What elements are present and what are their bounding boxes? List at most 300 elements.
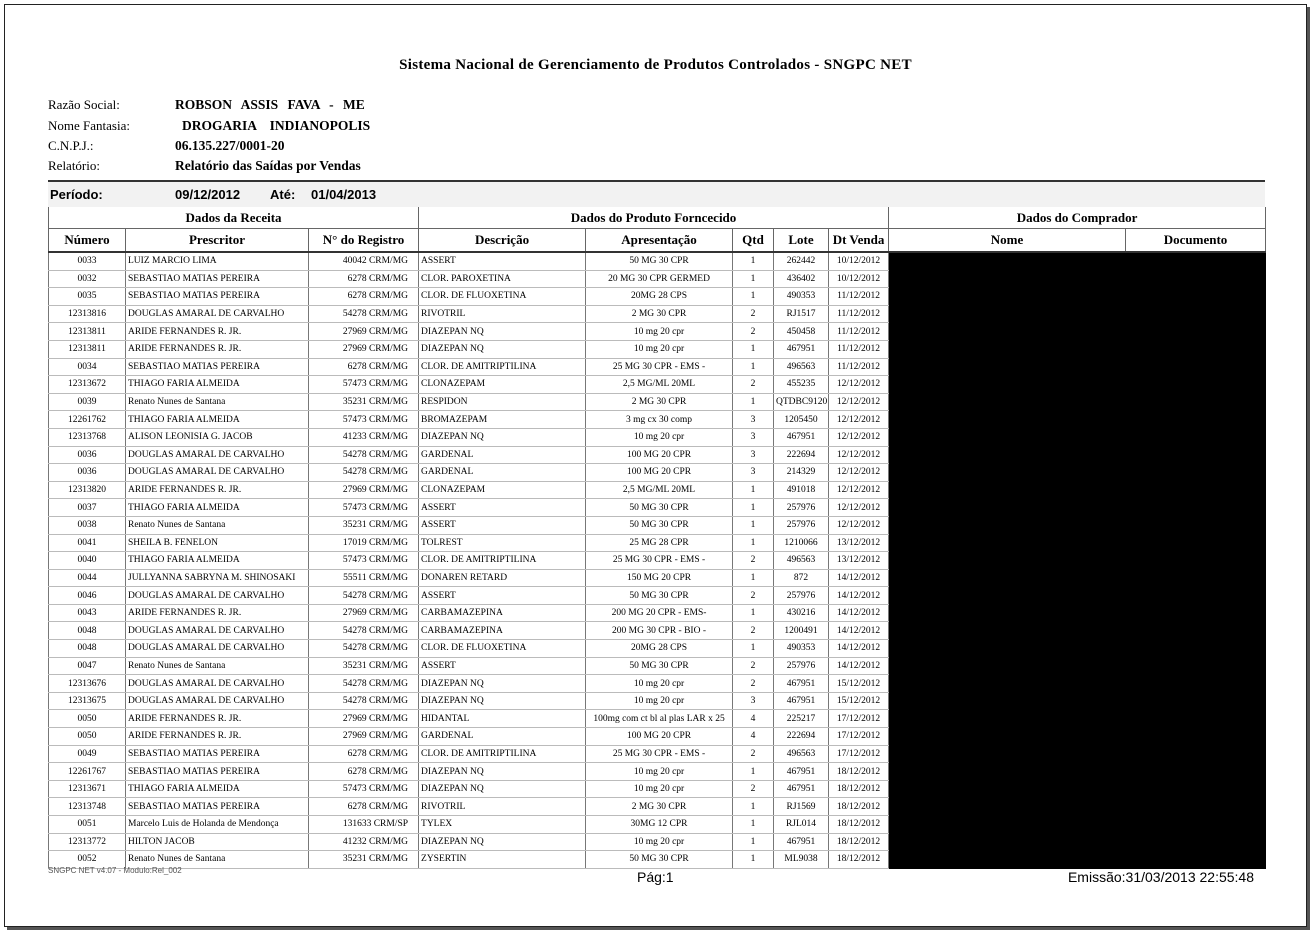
cell-apresentacao: 10 mg 20 cpr (586, 323, 733, 341)
cell-documento-redacted (1126, 622, 1266, 640)
cell-documento-redacted (1126, 305, 1266, 323)
cell-documento-redacted (1126, 657, 1266, 675)
cell-registro: 6278 CRM/MG (309, 763, 419, 781)
table-row (49, 710, 1266, 728)
cell-dt-venda: 18/12/2012 (829, 833, 889, 851)
cell-numero: 0050 (49, 710, 126, 728)
cell-prescritor: ARIDE FERNANDES R. JR. (126, 728, 309, 746)
cell-apresentacao: 100mg com ct bl al plas LAR x 25 (586, 710, 733, 728)
cell-nome-redacted (889, 763, 1126, 781)
cell-descricao: DIAZEPAN NQ (419, 833, 586, 851)
cell-nome-redacted (889, 411, 1126, 429)
cell-nome-redacted (889, 798, 1126, 816)
cell-dt-venda: 15/12/2012 (829, 675, 889, 693)
cell-documento-redacted (1126, 411, 1266, 429)
cell-documento-redacted (1126, 692, 1266, 710)
cell-prescritor: Marcelo Luis de Holanda de Mendonça (126, 816, 309, 834)
cell-numero: 0037 (49, 499, 126, 517)
cell-dt-venda: 11/12/2012 (829, 340, 889, 358)
cell-documento-redacted (1126, 798, 1266, 816)
cell-nome-redacted (889, 499, 1126, 517)
cell-documento-redacted (1126, 323, 1266, 341)
cell-nome-redacted (889, 640, 1126, 658)
cell-apresentacao: 150 MG 20 CPR (586, 569, 733, 587)
cell-prescritor: THIAGO FARIA ALMEIDA (126, 499, 309, 517)
cell-qtd: 1 (733, 499, 774, 517)
cell-qtd: 2 (733, 780, 774, 798)
cell-qtd: 3 (733, 411, 774, 429)
cell-documento-redacted (1126, 569, 1266, 587)
cell-registro: 54278 CRM/MG (309, 675, 419, 693)
table-row (49, 411, 1266, 429)
cell-qtd: 1 (733, 604, 774, 622)
cell-qtd: 4 (733, 710, 774, 728)
cell-lote: 450458 (774, 323, 829, 341)
cell-dt-venda: 12/12/2012 (829, 376, 889, 394)
cell-dt-venda: 12/12/2012 (829, 428, 889, 446)
cell-lote: 467951 (774, 428, 829, 446)
cnpj-value: 06.135.227/0001-20 (175, 138, 285, 153)
cell-registro: 41233 CRM/MG (309, 428, 419, 446)
cell-documento-redacted (1126, 675, 1266, 693)
cell-descricao: TYLEX (419, 816, 586, 834)
col-documento: Documento (1126, 229, 1266, 253)
cell-documento-redacted (1126, 464, 1266, 482)
cell-registro: 54278 CRM/MG (309, 692, 419, 710)
table-row (49, 428, 1266, 446)
group-comprador: Dados do Comprador (889, 207, 1266, 229)
cell-lote: 496563 (774, 745, 829, 763)
cell-numero: 12261762 (49, 411, 126, 429)
cell-lote: 257976 (774, 657, 829, 675)
cell-qtd: 1 (733, 798, 774, 816)
cell-nome-redacted (889, 587, 1126, 605)
cell-numero: 0036 (49, 446, 126, 464)
cell-lote: 214329 (774, 464, 829, 482)
cell-qtd: 1 (733, 816, 774, 834)
relatorio-value: Relatório das Saídas por Vendas (175, 158, 361, 173)
cell-registro: 35231 CRM/MG (309, 516, 419, 534)
col-lote: Lote (774, 229, 829, 253)
cell-lote: 467951 (774, 780, 829, 798)
cell-prescritor: DOUGLAS AMARAL DE CARVALHO (126, 446, 309, 464)
cell-nome-redacted (889, 376, 1126, 394)
cell-dt-venda: 12/12/2012 (829, 516, 889, 534)
cell-apresentacao: 100 MG 20 CPR (586, 464, 733, 482)
cell-registro: 35231 CRM/MG (309, 393, 419, 411)
cell-documento-redacted (1126, 481, 1266, 499)
cell-apresentacao: 30MG 12 CPR (586, 816, 733, 834)
cell-lote: 436402 (774, 270, 829, 288)
nome-fantasia-label: Nome Fantasia: (48, 118, 130, 133)
cell-apresentacao: 200 MG 30 CPR - BIO - (586, 622, 733, 640)
periodo-label: Período: (50, 187, 103, 202)
cell-dt-venda: 14/12/2012 (829, 587, 889, 605)
cell-lote: 467951 (774, 675, 829, 693)
table-row (49, 270, 1266, 288)
cell-documento-redacted (1126, 376, 1266, 394)
cell-apresentacao: 200 MG 20 CPR - EMS- (586, 604, 733, 622)
cell-dt-venda: 14/12/2012 (829, 622, 889, 640)
cell-nome-redacted (889, 692, 1126, 710)
cell-lote: 1210066 (774, 534, 829, 552)
group-produto: Dados do Produto Forncecido (419, 207, 889, 229)
cell-numero: 0044 (49, 569, 126, 587)
cell-documento-redacted (1126, 640, 1266, 658)
cell-numero: 12313676 (49, 675, 126, 693)
cell-nome-redacted (889, 657, 1126, 675)
cell-dt-venda: 17/12/2012 (829, 728, 889, 746)
cell-nome-redacted (889, 323, 1126, 341)
cell-apresentacao: 50 MG 30 CPR (586, 516, 733, 534)
cell-prescritor: DOUGLAS AMARAL DE CARVALHO (126, 640, 309, 658)
cell-lote: 225217 (774, 710, 829, 728)
cell-lote: ML9038 (774, 851, 829, 869)
table-row (49, 499, 1266, 517)
cell-lote: 257976 (774, 587, 829, 605)
cell-dt-venda: 12/12/2012 (829, 499, 889, 517)
cell-documento-redacted (1126, 587, 1266, 605)
cell-dt-venda: 12/12/2012 (829, 393, 889, 411)
cell-nome-redacted (889, 446, 1126, 464)
cell-dt-venda: 14/12/2012 (829, 640, 889, 658)
cell-lote: 222694 (774, 446, 829, 464)
cell-numero: 12313772 (49, 833, 126, 851)
cell-nome-redacted (889, 516, 1126, 534)
cell-nome-redacted (889, 270, 1126, 288)
cell-prescritor: SHEILA B. FENELON (126, 534, 309, 552)
cell-prescritor: SEBASTIAO MATIAS PEREIRA (126, 798, 309, 816)
cell-apresentacao: 2,5 MG/ML 20ML (586, 481, 733, 499)
cell-apresentacao: 10 mg 20 cpr (586, 340, 733, 358)
cell-descricao: CLOR. DE FLUOXETINA (419, 640, 586, 658)
cell-qtd: 1 (733, 763, 774, 781)
cell-qtd: 2 (733, 552, 774, 570)
cell-dt-venda: 13/12/2012 (829, 534, 889, 552)
cell-qtd: 1 (733, 516, 774, 534)
cell-documento-redacted (1126, 499, 1266, 517)
cell-qtd: 3 (733, 428, 774, 446)
cell-descricao: CARBAMAZEPINA (419, 622, 586, 640)
cell-lote: 467951 (774, 340, 829, 358)
cell-lote: QTDBC9120 (774, 393, 829, 411)
table-row (49, 851, 1266, 869)
cell-qtd: 3 (733, 464, 774, 482)
cell-prescritor: THIAGO FARIA ALMEIDA (126, 376, 309, 394)
cell-prescritor: ARIDE FERNANDES R. JR. (126, 604, 309, 622)
table-row (49, 534, 1266, 552)
cell-dt-venda: 11/12/2012 (829, 358, 889, 376)
table-row (49, 446, 1266, 464)
cell-descricao: RIVOTRIL (419, 798, 586, 816)
cell-documento-redacted (1126, 745, 1266, 763)
cell-descricao: GARDENAL (419, 464, 586, 482)
cell-nome-redacted (889, 816, 1126, 834)
page-number: Pág:1 (637, 869, 674, 885)
cell-qtd: 1 (733, 481, 774, 499)
table-row (49, 692, 1266, 710)
cell-descricao: CARBAMAZEPINA (419, 604, 586, 622)
relatorio-label: Relatório: (48, 158, 100, 173)
cell-prescritor: Renato Nunes de Santana (126, 516, 309, 534)
cell-apresentacao: 2 MG 30 CPR (586, 393, 733, 411)
cnpj-label: C.N.P.J.: (48, 138, 94, 153)
cell-prescritor: SEBASTIAO MATIAS PEREIRA (126, 288, 309, 306)
cell-registro: 35231 CRM/MG (309, 657, 419, 675)
cell-qtd: 3 (733, 446, 774, 464)
cell-registro: 6278 CRM/MG (309, 270, 419, 288)
cell-descricao: CLONAZEPAM (419, 481, 586, 499)
cell-prescritor: SEBASTIAO MATIAS PEREIRA (126, 763, 309, 781)
cell-descricao: HIDANTAL (419, 710, 586, 728)
table-row (49, 833, 1266, 851)
cell-numero: 0034 (49, 358, 126, 376)
table-row (49, 640, 1266, 658)
cell-numero: 0035 (49, 288, 126, 306)
cell-numero: 0046 (49, 587, 126, 605)
cell-numero: 0043 (49, 604, 126, 622)
cell-dt-venda: 14/12/2012 (829, 604, 889, 622)
cell-apresentacao: 25 MG 30 CPR - EMS - (586, 552, 733, 570)
cell-lote: RJ1569 (774, 798, 829, 816)
cell-qtd: 1 (733, 288, 774, 306)
periodo-start: 09/12/2012 (175, 187, 241, 202)
cell-documento-redacted (1126, 252, 1266, 270)
cell-nome-redacted (889, 393, 1126, 411)
table-body (49, 252, 1266, 868)
cell-apresentacao: 50 MG 30 CPR (586, 587, 733, 605)
cell-descricao: GARDENAL (419, 446, 586, 464)
cell-qtd: 2 (733, 675, 774, 693)
cell-qtd: 1 (733, 393, 774, 411)
cell-documento-redacted (1126, 780, 1266, 798)
cell-qtd: 1 (733, 851, 774, 869)
table-row (49, 340, 1266, 358)
cell-registro: 57473 CRM/MG (309, 552, 419, 570)
cell-nome-redacted (889, 288, 1126, 306)
cell-lote: RJ1517 (774, 305, 829, 323)
cell-apresentacao: 20 MG 30 CPR GERMED (586, 270, 733, 288)
table-row (49, 816, 1266, 834)
cell-apresentacao: 2 MG 30 CPR (586, 305, 733, 323)
cell-documento-redacted (1126, 604, 1266, 622)
cell-registro: 17019 CRM/MG (309, 534, 419, 552)
cell-nome-redacted (889, 569, 1126, 587)
cell-registro: 6278 CRM/MG (309, 358, 419, 376)
cell-descricao: ASSERT (419, 499, 586, 517)
cell-numero: 0047 (49, 657, 126, 675)
cell-lote: RJL014 (774, 816, 829, 834)
nome-fantasia-value: DROGARIA INDIANOPOLIS (182, 118, 371, 133)
cell-registro: 57473 CRM/MG (309, 780, 419, 798)
razao-social-value: ROBSON ASSIS FAVA - ME (175, 97, 365, 112)
cell-prescritor: SEBASTIAO MATIAS PEREIRA (126, 270, 309, 288)
cell-descricao: DIAZEPAN NQ (419, 692, 586, 710)
cell-dt-venda: 12/12/2012 (829, 481, 889, 499)
cell-descricao: TOLREST (419, 534, 586, 552)
cell-descricao: BROMAZEPAM (419, 411, 586, 429)
cell-prescritor: LUIZ MARCIO LIMA (126, 252, 309, 270)
cell-prescritor: ARIDE FERNANDES R. JR. (126, 340, 309, 358)
cell-numero: 0040 (49, 552, 126, 570)
cell-prescritor: THIAGO FARIA ALMEIDA (126, 552, 309, 570)
cell-registro: 6278 CRM/MG (309, 745, 419, 763)
cell-qtd: 1 (733, 833, 774, 851)
cell-qtd: 1 (733, 270, 774, 288)
cell-numero: 0039 (49, 393, 126, 411)
cell-dt-venda: 18/12/2012 (829, 763, 889, 781)
cell-registro: 40042 CRM/MG (309, 252, 419, 270)
cell-documento-redacted (1126, 340, 1266, 358)
cell-apresentacao: 10 mg 20 cpr (586, 675, 733, 693)
cell-nome-redacted (889, 745, 1126, 763)
cell-lote: 496563 (774, 552, 829, 570)
table-row (49, 516, 1266, 534)
cell-apresentacao: 25 MG 28 CPR (586, 534, 733, 552)
table-row (49, 358, 1266, 376)
cell-registro: 27969 CRM/MG (309, 340, 419, 358)
cell-apresentacao: 100 MG 20 CPR (586, 446, 733, 464)
cell-registro: 27969 CRM/MG (309, 728, 419, 746)
cell-lote: 467951 (774, 763, 829, 781)
cell-apresentacao: 20MG 28 CPS (586, 288, 733, 306)
col-registro: N° do Registro (309, 229, 419, 253)
cell-descricao: CLOR. DE FLUOXETINA (419, 288, 586, 306)
cell-numero: 0050 (49, 728, 126, 746)
sales-table (48, 207, 1266, 869)
cell-lote: 222694 (774, 728, 829, 746)
cell-dt-venda: 18/12/2012 (829, 780, 889, 798)
cell-documento-redacted (1126, 428, 1266, 446)
cell-apresentacao: 10 mg 20 cpr (586, 428, 733, 446)
cell-dt-venda: 13/12/2012 (829, 552, 889, 570)
cell-prescritor: Renato Nunes de Santana (126, 851, 309, 869)
table-row (49, 464, 1266, 482)
table-row (49, 376, 1266, 394)
cell-dt-venda: 12/12/2012 (829, 464, 889, 482)
table-row (49, 481, 1266, 499)
cell-registro: 54278 CRM/MG (309, 464, 419, 482)
cell-prescritor: ARIDE FERNANDES R. JR. (126, 481, 309, 499)
cell-documento-redacted (1126, 763, 1266, 781)
cell-apresentacao: 50 MG 30 CPR (586, 499, 733, 517)
table-row (49, 604, 1266, 622)
table-row (49, 657, 1266, 675)
cell-registro: 27969 CRM/MG (309, 604, 419, 622)
cell-registro: 27969 CRM/MG (309, 323, 419, 341)
cell-numero: 12313811 (49, 340, 126, 358)
cell-numero: 12261767 (49, 763, 126, 781)
cell-nome-redacted (889, 780, 1126, 798)
cell-dt-venda: 14/12/2012 (829, 657, 889, 675)
col-apresentacao: Apresentação (586, 229, 733, 253)
cell-nome-redacted (889, 833, 1126, 851)
cell-registro: 57473 CRM/MG (309, 499, 419, 517)
cell-lote: 1205450 (774, 411, 829, 429)
cell-apresentacao: 10 mg 20 cpr (586, 692, 733, 710)
cell-prescritor: ARIDE FERNANDES R. JR. (126, 710, 309, 728)
cell-descricao: ASSERT (419, 252, 586, 270)
cell-apresentacao: 2,5 MG/ML 20ML (586, 376, 733, 394)
cell-documento-redacted (1126, 534, 1266, 552)
cell-descricao: CLOR. DE AMITRIPTILINA (419, 358, 586, 376)
cell-dt-venda: 18/12/2012 (829, 851, 889, 869)
cell-prescritor: Renato Nunes de Santana (126, 393, 309, 411)
cell-lote: 1200491 (774, 622, 829, 640)
cell-registro: 55511 CRM/MG (309, 569, 419, 587)
cell-numero: 0048 (49, 622, 126, 640)
cell-descricao: ASSERT (419, 657, 586, 675)
cell-descricao: CLOR. DE AMITRIPTILINA (419, 745, 586, 763)
cell-nome-redacted (889, 534, 1126, 552)
cell-prescritor: ALISON LEONISIA G. JACOB (126, 428, 309, 446)
col-numero: Número (49, 229, 126, 253)
cell-numero: 0033 (49, 252, 126, 270)
cell-numero: 12313672 (49, 376, 126, 394)
cell-prescritor: DOUGLAS AMARAL DE CARVALHO (126, 464, 309, 482)
cell-dt-venda: 11/12/2012 (829, 288, 889, 306)
cell-registro: 54278 CRM/MG (309, 446, 419, 464)
cell-numero: 0048 (49, 640, 126, 658)
cell-nome-redacted (889, 252, 1126, 270)
cell-prescritor: DOUGLAS AMARAL DE CARVALHO (126, 675, 309, 693)
cell-dt-venda: 11/12/2012 (829, 305, 889, 323)
cell-dt-venda: 18/12/2012 (829, 798, 889, 816)
cell-lote: 490353 (774, 640, 829, 658)
table-row (49, 252, 1266, 270)
cell-dt-venda: 10/12/2012 (829, 270, 889, 288)
cell-descricao: DIAZEPAN NQ (419, 428, 586, 446)
cell-documento-redacted (1126, 816, 1266, 834)
cell-numero: 0032 (49, 270, 126, 288)
cell-descricao: ASSERT (419, 587, 586, 605)
cell-nome-redacted (889, 358, 1126, 376)
cell-lote: 491018 (774, 481, 829, 499)
cell-dt-venda: 15/12/2012 (829, 692, 889, 710)
cell-descricao: RIVOTRIL (419, 305, 586, 323)
cell-lote: 455235 (774, 376, 829, 394)
cell-apresentacao: 100 MG 20 CPR (586, 728, 733, 746)
cell-registro: 54278 CRM/MG (309, 622, 419, 640)
cell-lote: 467951 (774, 692, 829, 710)
cell-registro: 54278 CRM/MG (309, 305, 419, 323)
table-row (49, 728, 1266, 746)
cell-nome-redacted (889, 340, 1126, 358)
cell-descricao: CLOR. PAROXETINA (419, 270, 586, 288)
cell-dt-venda: 17/12/2012 (829, 745, 889, 763)
cell-registro: 6278 CRM/MG (309, 798, 419, 816)
cell-registro: 41232 CRM/MG (309, 833, 419, 851)
cell-registro: 131633 CRM/SP (309, 816, 419, 834)
cell-lote: 430216 (774, 604, 829, 622)
cell-nome-redacted (889, 604, 1126, 622)
cell-documento-redacted (1126, 851, 1266, 869)
cell-prescritor: ARIDE FERNANDES R. JR. (126, 323, 309, 341)
cell-descricao: ASSERT (419, 516, 586, 534)
cell-registro: 35231 CRM/MG (309, 851, 419, 869)
cell-dt-venda: 11/12/2012 (829, 323, 889, 341)
periodo-end: 01/04/2013 (311, 187, 377, 202)
cell-descricao: ZYSERTIN (419, 851, 586, 869)
cell-qtd: 4 (733, 728, 774, 746)
cell-documento-redacted (1126, 288, 1266, 306)
cell-prescritor: JULLYANNA SABRYNA M. SHINOSAKI (126, 569, 309, 587)
cell-qtd: 1 (733, 640, 774, 658)
cell-qtd: 2 (733, 657, 774, 675)
cell-documento-redacted (1126, 728, 1266, 746)
cell-descricao: GARDENAL (419, 728, 586, 746)
cell-nome-redacted (889, 305, 1126, 323)
